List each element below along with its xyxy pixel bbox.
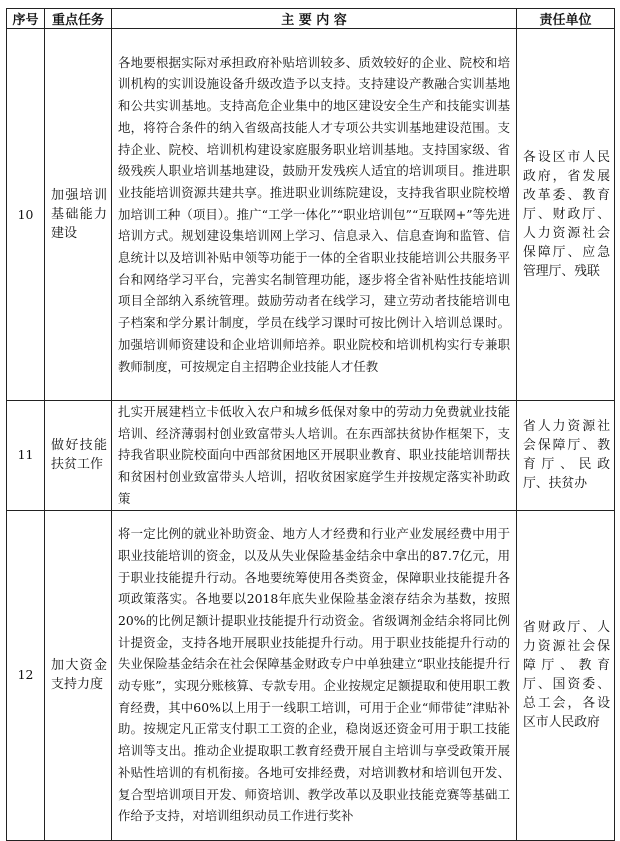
table-row (7, 401, 615, 511)
header-unit: 责任单位 (517, 9, 615, 29)
row-content: 各地要根据实际对承担政府补贴培训较多、质效较好的企业、院校和培训机构的实训设施设备升级改造予以支持。支持建设产教融合实训基地和公共实训基地。支持高危企业集中的地区建设安全生产和技能实训基地，将符合条件的纳入省级高技能人才专项公共实训基地建设范围。支持企业、院校、培训机构建设家庭服务职业培训基地。支持国家级、省级残疾人职业培训基地建设，鼓励开发残疾人适宜的培训项目。推进职业技能培训资源共建共享。推进职业训练院建设，支持我省职业院校增加培训工种（项目）。推广“工学一体化”“职业培训包”“互联网+”等先进培训方式。规划建设集培训网上学习、信息录入、信息查询和监管、信息统计以及培训补贴申领等功能于一体的全省职业技能培训公共服务平台和网络学习平台，完善实名制管理功能，逐步将全省补贴性技能培训项目全部纳入系统管理。鼓励劳动者在线学习，建立劳动者技能培训电子档案和学分累计制度，学员在线学习课时可按比例计入培训总课时。加强培训师资建设和企业培训师培养。职业院校和培训机构实行专兼职教师制度，可按规定自主招聘企业技能人才任教 (112, 29, 517, 401)
row-responsible-units: 各设区市人民政府，省发展改革委、教育厅、财政厅、人力资源社会保障厅、应急管理厅、残联 (517, 29, 615, 401)
table-header-row (7, 9, 615, 29)
task-table (6, 8, 615, 841)
row-task: 做好技能扶贫工作 (45, 401, 112, 511)
row-content: 将一定比例的就业补助资金、地方人才经费和行业产业发展经费中用于职业技能培训的资金，以及从失业保险基金结余中拿出的87.7亿元，用于职业技能提升行动。各地要统筹使用各类资金，保障职业技能提升各项政策落实。各地要以2018年底失业保险基金滚存结余为基数，按照20%的比例足额计提职业技能提升行动资金。省级调剂金结余将同比例计提资金，支持各地开展职业技能提升行动。用于职业技能提升行动的失业保险基金结余在社会保障基金财政专户中单独建立“职业技能提升行动专账”，实现分账核算、专款专用。企业按规定足额提取和使用职工教育经费，其中60%以上用于一线职工培训，可用于企业“师带徒”津贴补助。按规定凡正常支付职工工资的企业，稳岗返还资金可用于职工技能培训等支出。推动企业提取职工教育经费开展自主培训与享受政策开展补贴性培训的有机衔接。各地可安排经费，对培训教材和培训包开发、复合型培训项目开发、师资培训、教学改革以及职业技能竞赛等基础工作给予支持，对培训组织动员工作进行奖补 (112, 510, 517, 840)
row-seq: 11 (7, 401, 45, 511)
document-page (6, 8, 614, 841)
header-content: 主 要 内 容 (112, 9, 517, 29)
header-task: 重点任务 (45, 9, 112, 29)
header-seq: 序号 (7, 9, 45, 29)
table-row (7, 510, 615, 840)
row-responsible-units: 省人力资源社会保障厅、教育厅、民政厅、扶贫办 (517, 401, 615, 511)
row-task: 加大资金支持力度 (45, 510, 112, 840)
row-seq: 10 (7, 29, 45, 401)
row-task: 加强培训基础能力建设 (45, 29, 112, 401)
row-content: 扎实开展建档立卡低收入农户和城乡低保对象中的劳动力免费就业技能培训、经济薄弱村创业致富带头人培训。在东西部扶贫协作框架下，支持我省职业院校面向中西部贫困地区开展职业教育、职业技能培训帮扶和贫困村创业致富带头人培训，招收贫困家庭学生并按规定落实补助政策 (112, 401, 517, 511)
table-row (7, 29, 615, 401)
row-seq: 12 (7, 510, 45, 840)
row-responsible-units: 省财政厅、人力资源社会保障厅、教育厅、国资委、总工会，各设区市人民政府 (517, 510, 615, 840)
